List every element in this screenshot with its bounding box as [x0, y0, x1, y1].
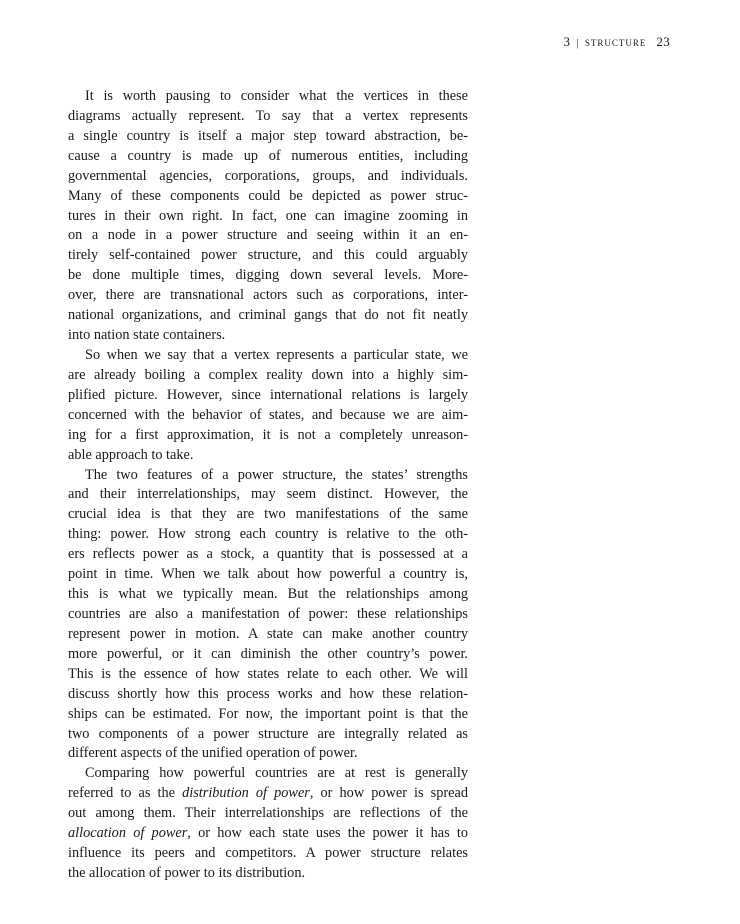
paragraph: [68, 87, 468, 346]
text-line: cause a country is made up of numerous entities, including: [68, 147, 468, 164]
text-line: and their interrelationships, may seem distinct. However, the: [68, 486, 468, 503]
text-line: over, there are transnational actors such as corporations, inter-: [68, 287, 468, 304]
text-line: able approach to take.: [68, 446, 194, 463]
text-line: discuss shortly how this process works and how these relation-: [68, 685, 468, 702]
text-line: represent power in motion. A state can make another country: [68, 625, 468, 642]
running-header: [564, 34, 670, 50]
text-line: countries are also a manifestation of power: these relationships: [68, 605, 468, 622]
text-line: be done multiple times, digging down several levels. More-: [68, 267, 468, 284]
text-line: tirely self-contained power structure, and this could arguably: [68, 247, 468, 264]
page-number: 23: [656, 34, 670, 49]
text-line: [68, 784, 468, 804]
text-line: [68, 824, 468, 844]
text-line: influence its peers and competitors. A power structure relates: [68, 845, 468, 862]
text-line: ships can be estimated. For now, the important point is that the: [68, 705, 468, 722]
text-line: point in time. When we talk about how powerful a country is,: [68, 566, 468, 583]
text-line: So when we say that a vertex represents a particular state, we: [85, 346, 468, 363]
paragraph: [68, 466, 468, 765]
text-span: referred to as the: [68, 785, 183, 802]
text-line: into nation state containers.: [68, 327, 226, 344]
text-line: diagrams actually represent. To say that a vertex represents: [68, 107, 468, 124]
text-line: on a node in a power structure and seeing within it an en-: [68, 227, 468, 244]
text-line: Comparing how powerful countries are at rest is generally: [85, 765, 468, 782]
chapter-number: 3: [563, 34, 571, 49]
text-span: , or how power is spread: [309, 785, 468, 802]
text-line: ing for a first approximation, it is not a completely unreason-: [68, 426, 468, 443]
text-line: Many of these components could be depicted as power struc-: [68, 187, 468, 204]
text-line: governmental agencies, corporations, groups, and individuals.: [68, 167, 468, 184]
italic-term: distribution of power: [182, 785, 310, 802]
text-line: a single country is itself a major step toward abstraction, be-: [68, 127, 468, 144]
text-line: This is the essence of how states relate to each other. We will: [68, 665, 468, 682]
paragraph: [68, 346, 468, 466]
paragraph: [68, 764, 468, 884]
italic-term: allocation of power: [68, 825, 188, 842]
text-line: tures in their own right. In fact, one can imagine zooming in: [68, 207, 468, 224]
text-line: different aspects of the unified operation of power.: [68, 745, 358, 762]
text-line: this is what we typically mean. But the relationships among: [68, 586, 468, 603]
text-line: more powerful, or it can diminish the other country’s power.: [68, 645, 468, 662]
text-line: two components of a power structure are integrally related as: [68, 725, 468, 742]
text-line: The two features of a power structure, the states’ strengths: [85, 466, 468, 483]
text-span: , or how each state uses the power it has to: [187, 825, 468, 842]
text-line: concerned with the behavior of states, and because we are aim-: [68, 406, 468, 423]
text-line: thing: power. How strong each country is relative to the oth-: [68, 526, 468, 543]
text-line: It is worth pausing to consider what the vertices in these: [85, 88, 468, 104]
text-line: out among them. Their interrelationships are reflections of the: [68, 805, 468, 822]
chapter-title: structure: [584, 34, 647, 49]
text-line: crucial idea is that they are two manifestations of the same: [68, 506, 468, 523]
body-text: [68, 87, 468, 884]
text-line: are already boiling a complex reality down into a highly sim-: [68, 366, 468, 383]
text-line: plified picture. However, since international relations is largely: [68, 386, 468, 403]
text-line: the allocation of power to its distribution.: [68, 864, 306, 881]
header-separator: |: [576, 37, 579, 49]
text-line: national organizations, and criminal gangs that do not fit neatly: [68, 307, 468, 324]
text-line: ers reflects power as a stock, a quantity that is possessed at a: [68, 546, 468, 563]
